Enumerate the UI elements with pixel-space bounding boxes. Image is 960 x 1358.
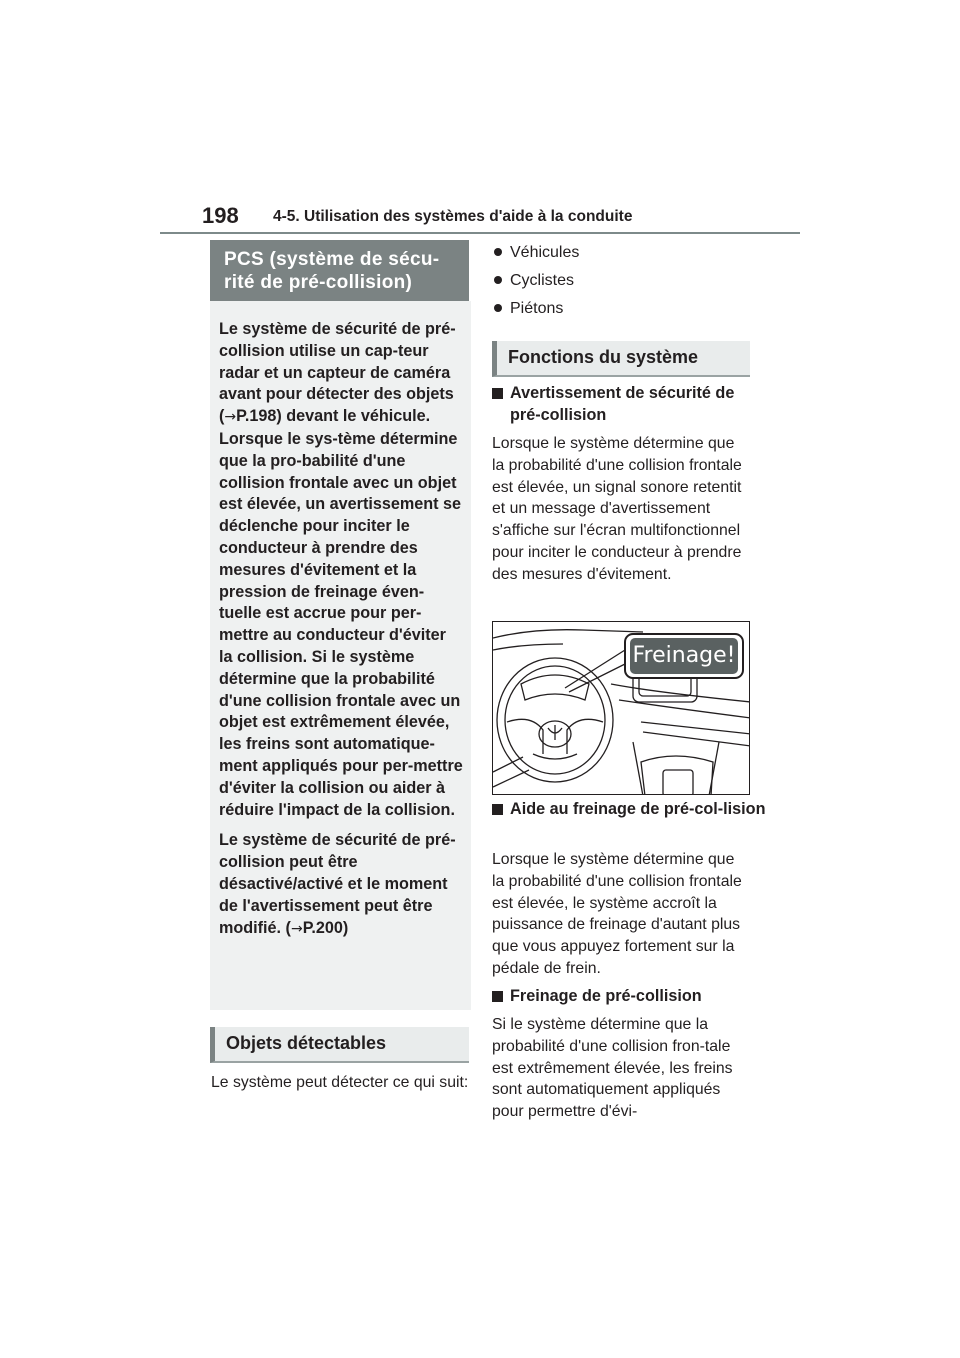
bullet-icon (494, 304, 502, 312)
pcs-para1-text-end: ) devant le véhicule. Lorsque le sys-tème détermine que la pro-babilité d'une collision frontale avec un objet est élevée, un avertissement se déclenche pour inciter le conducteur à prendre des mesures d'évitement et la pression de freinage éven-tuelle est accrue pour per-mettre au conducteur d'éviter la collision. Si le système détermine que la probabilité d'une collision frontale avec un objet est extrêmement élevée, les freins sont automatique-ment appliqués pour per-mettre d'éviter la collision ou aider à réduire l'impact de la collision. (219, 407, 463, 819)
aide-title: Aide au freinage de pré-col-lision (510, 800, 766, 818)
bullet-icon (494, 248, 502, 256)
freinage-heading (492, 986, 768, 1008)
list-item-label: Cyclistes (510, 272, 575, 289)
page-number: 198 (202, 203, 239, 228)
list-item (492, 298, 579, 326)
bullet-icon (494, 276, 502, 284)
list-item (492, 270, 579, 298)
list-item-label: Piétons (510, 300, 564, 317)
avertissement-text: Lorsque le système détermine que la probabilité d'une collision frontale est élevée, un signal sonore retentit et un message d'avertissement s'affiche sur l'écran multifonctionnel pour inciter le conducteur à prendre des mesures d'évitement. (492, 435, 742, 583)
objets-intro: Le système peut détecter ce qui suit: (211, 1074, 469, 1091)
arrow-icon: → (290, 920, 303, 937)
pcs-heading-line1: PCS (système de sécu- (224, 249, 440, 270)
pcs-para1-text: Le système de sécurité de pré-collision utilise un cap-teur radar et un capteur de caméra avant pour détecter des objets ( (219, 320, 456, 426)
section-title: 4-5. Utilisation des systèmes d'aide à la conduite (273, 208, 633, 225)
square-bullet-icon (492, 991, 503, 1002)
pcs-heading (210, 240, 469, 301)
freinage-text: Si le système détermine que la probabilité d'une collision fron-tale est extrêmement élevée, les freins sont automatiquement appliqués pour permettre d'évi- (492, 1016, 733, 1121)
square-bullet-icon (492, 804, 503, 815)
square-bullet-icon (492, 388, 503, 399)
aide-text: Lorsque le système détermine que la probabilité d'une collision frontale est élevée, le système accroît la puissance de freinage d'autant plus que vous appuyez fortement sur la pédale de frein. (492, 851, 742, 977)
fonctions-heading: Fonctions du système (492, 341, 750, 377)
pcs-para2-text: Le système de sécurité de pré-collision peut être désactivé/activé et le moment de l'avertissement peut être modifié. ( (219, 831, 456, 937)
list-item (492, 242, 579, 270)
header-divider (160, 232, 800, 234)
pcs-heading-line2: rité de pré-collision) (224, 272, 413, 293)
avertissement-heading (492, 383, 768, 427)
page-reference-link[interactable]: P.200 (302, 918, 343, 937)
freinage-display-message: Freinage! (632, 643, 736, 668)
aide-heading (492, 799, 768, 821)
detectable-objects-list (492, 242, 579, 326)
pcs-summary-box (210, 301, 471, 1010)
page-reference-link[interactable]: P.198 (236, 407, 277, 426)
dashboard-warning-illustration (492, 621, 750, 795)
objets-heading: Objets détectables (210, 1027, 469, 1063)
avertissement-title: Avertissement de sécurité de pré-collision (510, 384, 735, 424)
pcs-paragraph-2 (219, 830, 463, 940)
freinage-title: Freinage de pré-collision (510, 987, 702, 1005)
list-item-label: Véhicules (510, 244, 580, 261)
pcs-para2-text-end: ) (342, 918, 349, 937)
arrow-icon: → (224, 409, 237, 426)
pcs-paragraph-1 (219, 319, 463, 821)
